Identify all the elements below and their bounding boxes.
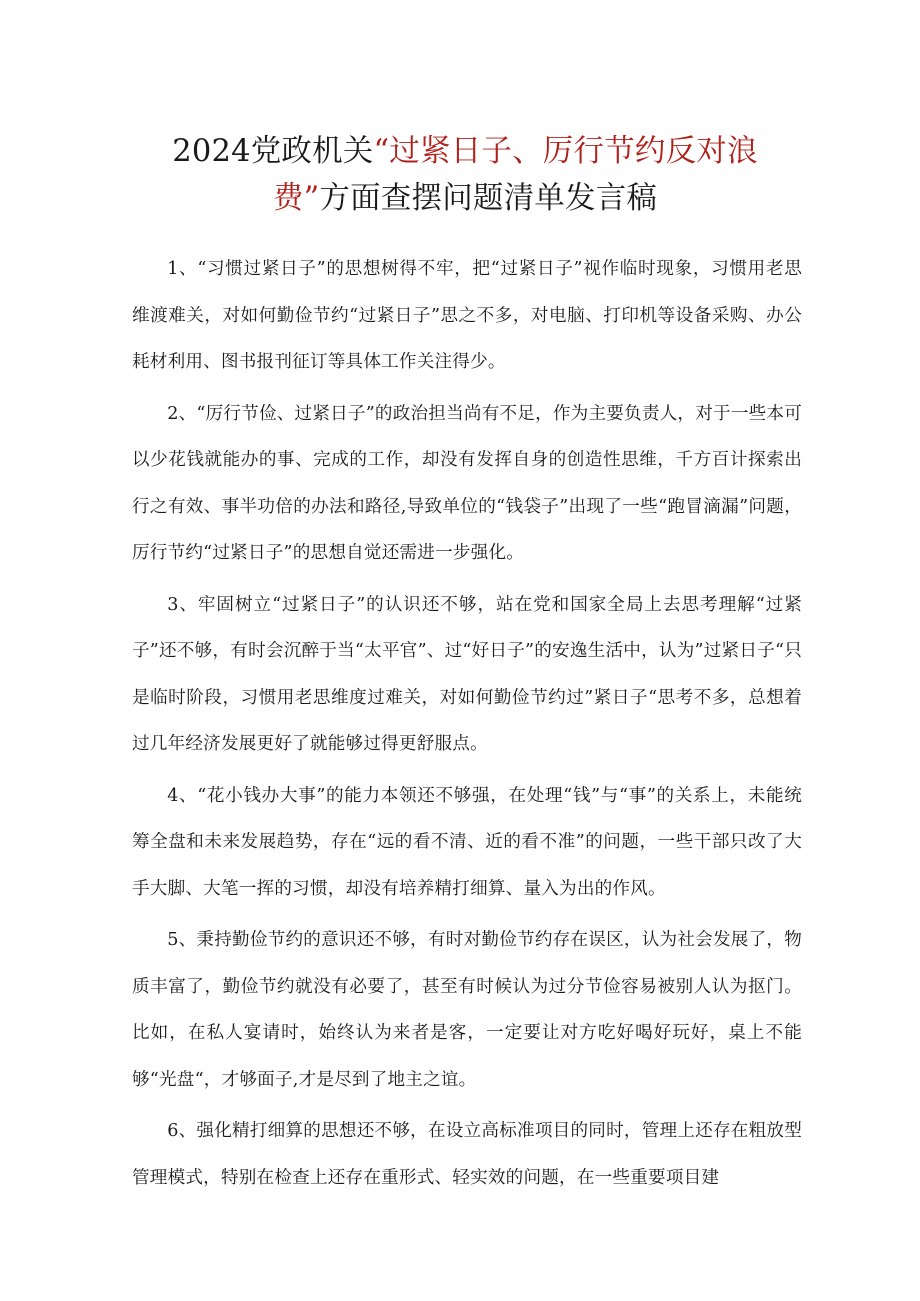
title-line2-highlight: 费” <box>272 181 320 216</box>
paragraph-3: 3、牢固树立“过紧日子”的认识还不够，站在党和国家全局上去思考理解“过紧子”还不够，有时会沉醉于当“太平官”、过“好日子”的安逸生活中，认为”过紧日子“只是临时阶段，习惯用老思维度过难关，对如何勤俭节约过”紧日子“思考不多，总想着过几年经济发展更好了就能够过得更舒服点。 <box>132 594 802 754</box>
title-line2-suffix: 方面查摆问题清单发言稿 <box>319 181 658 216</box>
paragraph-2: 2、“厉行节俭、过紧日子”的政治担当尚有不足，作为主要负责人，对于一些本可以少花钱就能办的事、完成的工作，却没有发挥自身的创造性思维，千方百计探索出行之有效、事半功倍的办法和路径,导致单位的“钱袋子”出现了一些“跑冒滴漏”问题，厉行节约“过紧日子”的思想自觉还需进一步强化。 <box>132 403 802 563</box>
paragraph-4: 4、“花小钱办大事”的能力本领还不够强，在处理“钱”与“事”的关系上，未能统筹全盘和未来发展趋势，存在“远的看不清、近的看不准”的问题，一些干部只改了大手大脚、大笔一挥的习惯，却没有培养精打细算、量入为出的作风。 <box>132 785 802 899</box>
paragraph-6: 6、强化精打细算的思想还不够，在设立高标准项目的同时，管理上还存在粗放型管理模式，特别在检查上还存在重形式、轻实效的问题，在一些重要项目建 <box>132 1121 802 1188</box>
paragraph-5: 5、秉持勤俭节约的意识还不够，有时对勤俭节约存在误区，认为社会发展了，物质丰富了，勤俭节约就没有必要了，甚至有时候认为过分节俭容易被别人认为抠门。比如，在私人宴请时，始终认为来者是客，一定要让对方吃好喝好玩好，桌上不能够“光盘“，才够面子,才是尽到了地主之谊。 <box>132 930 802 1090</box>
document-title <box>136 128 802 222</box>
title-line1-prefix: 2024党政机关 <box>172 134 374 169</box>
paragraph-1: 1、“习惯过紧日子”的思想树得不牢，把“过紧日子”视作临时现象，习惯用老思维渡难关，对如何勤俭节约“过紧日子”思之不多，对电脑、打印机等设备采购、办公耗材利用、图书报刊征订等具体工作关注得少。 <box>132 259 802 372</box>
title-line1-highlight: “过紧日子、厉行节约反对浪 <box>373 134 758 169</box>
